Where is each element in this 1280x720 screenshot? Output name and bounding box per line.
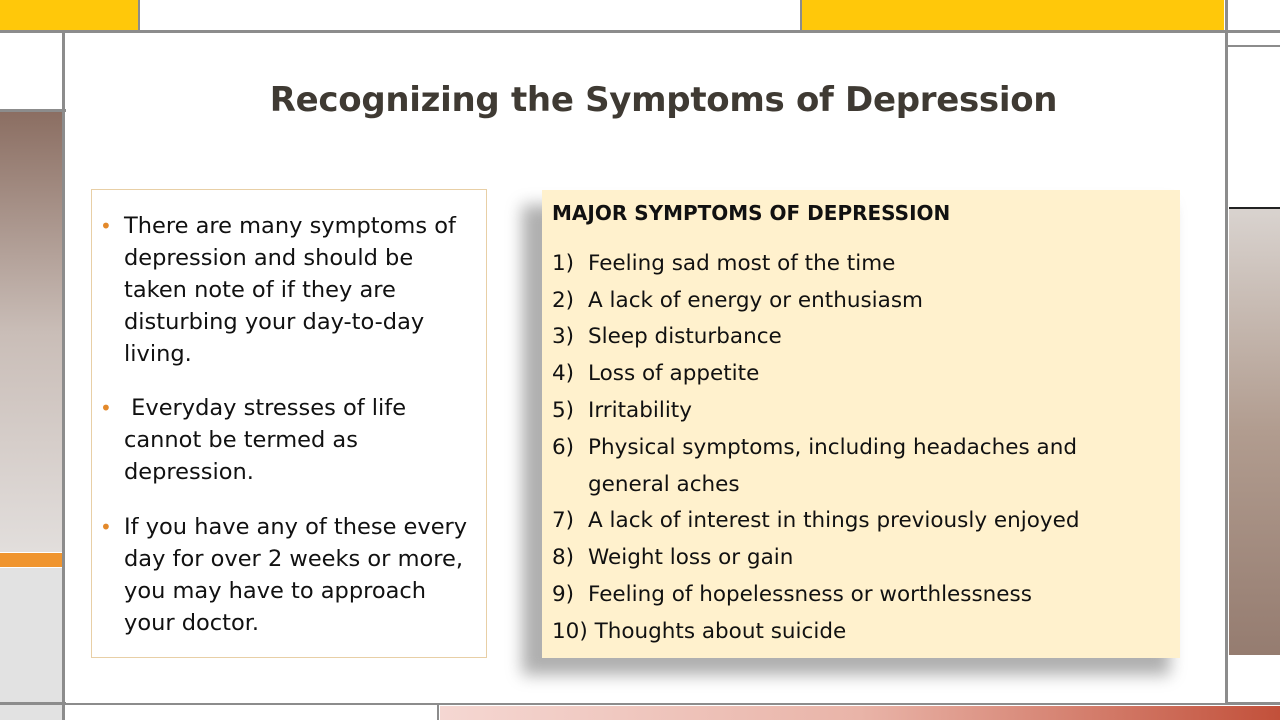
symptom-text: Loss of appetite: [588, 361, 760, 386]
symptom-item: [552, 355, 1172, 392]
symptom-number: 9): [552, 582, 575, 607]
symptom-item: [552, 576, 1172, 613]
slide-title: Recognizing the Symptoms of Depression: [269, 80, 1058, 120]
symptom-item: [552, 539, 1172, 576]
decor-brown-rail-right: [1229, 209, 1280, 655]
bullet-dot-icon: •: [100, 515, 112, 539]
bullet-item: [92, 511, 482, 639]
symptom-item: [552, 429, 1172, 503]
symptom-text: A lack of energy or enthusiasm: [588, 288, 923, 313]
decor-line: [437, 705, 439, 720]
symptom-text: Feeling sad most of the time: [588, 251, 896, 276]
symptom-text: 10) Thoughts about suicide: [552, 619, 847, 644]
symptom-number: 2): [552, 288, 575, 313]
symptom-item: [552, 318, 1172, 355]
symptom-item: [552, 392, 1172, 429]
bullet-dot-icon: •: [100, 396, 112, 420]
symptom-number: 6): [552, 435, 575, 460]
symptom-number: 4): [552, 361, 575, 386]
symptoms-box: [542, 190, 1180, 658]
symptom-text: Weight loss or gain: [588, 545, 794, 570]
symptom-text: Physical symptoms, including headaches and general aches: [588, 435, 1077, 497]
decor-line: [1229, 207, 1280, 209]
symptom-number: 8): [552, 545, 575, 570]
symptom-number: 5): [552, 398, 575, 423]
symptom-text: Feeling of hopelessness or worthlessness: [588, 582, 1032, 607]
decor-grey-block-left: [0, 568, 62, 720]
bullet-text: Everyday stresses of life cannot be termed as depression.: [124, 395, 414, 485]
symptom-text: Irritability: [588, 398, 692, 423]
decor-brown-rail-left: [0, 112, 62, 552]
decor-line: [62, 30, 65, 720]
symptom-item: [552, 613, 1172, 650]
symptom-number: 1): [552, 251, 575, 276]
bullet-text: There are many symptoms of depression and should be taken note of if they are disturbing your day-to-day living.: [124, 213, 456, 367]
decor-gold-block-top-right: [801, 0, 1224, 30]
symptom-item: [552, 502, 1172, 539]
bullet-dot-icon: •: [100, 214, 112, 238]
decor-orange-stripe-left: [0, 553, 62, 567]
bullet-item: [92, 392, 482, 488]
symptoms-heading: MAJOR SYMPTOMS OF DEPRESSION: [552, 201, 951, 225]
decor-bottom-gradient: [440, 706, 1280, 720]
symptom-number: 3): [552, 324, 575, 349]
symptom-text: Sleep disturbance: [588, 324, 782, 349]
decor-gold-block-top-left: [0, 0, 138, 30]
symptom-text: A lack of interest in things previously enjoyed: [588, 508, 1080, 533]
bullet-text-box: [91, 189, 487, 658]
symptom-number: 7): [552, 508, 575, 533]
bullet-item: [92, 210, 482, 370]
symptom-item: [552, 282, 1172, 319]
symptom-item: [552, 245, 1172, 282]
bullet-text: If you have any of these every day for over 2 weeks or more, you may have to approach your doctor.: [124, 514, 468, 636]
